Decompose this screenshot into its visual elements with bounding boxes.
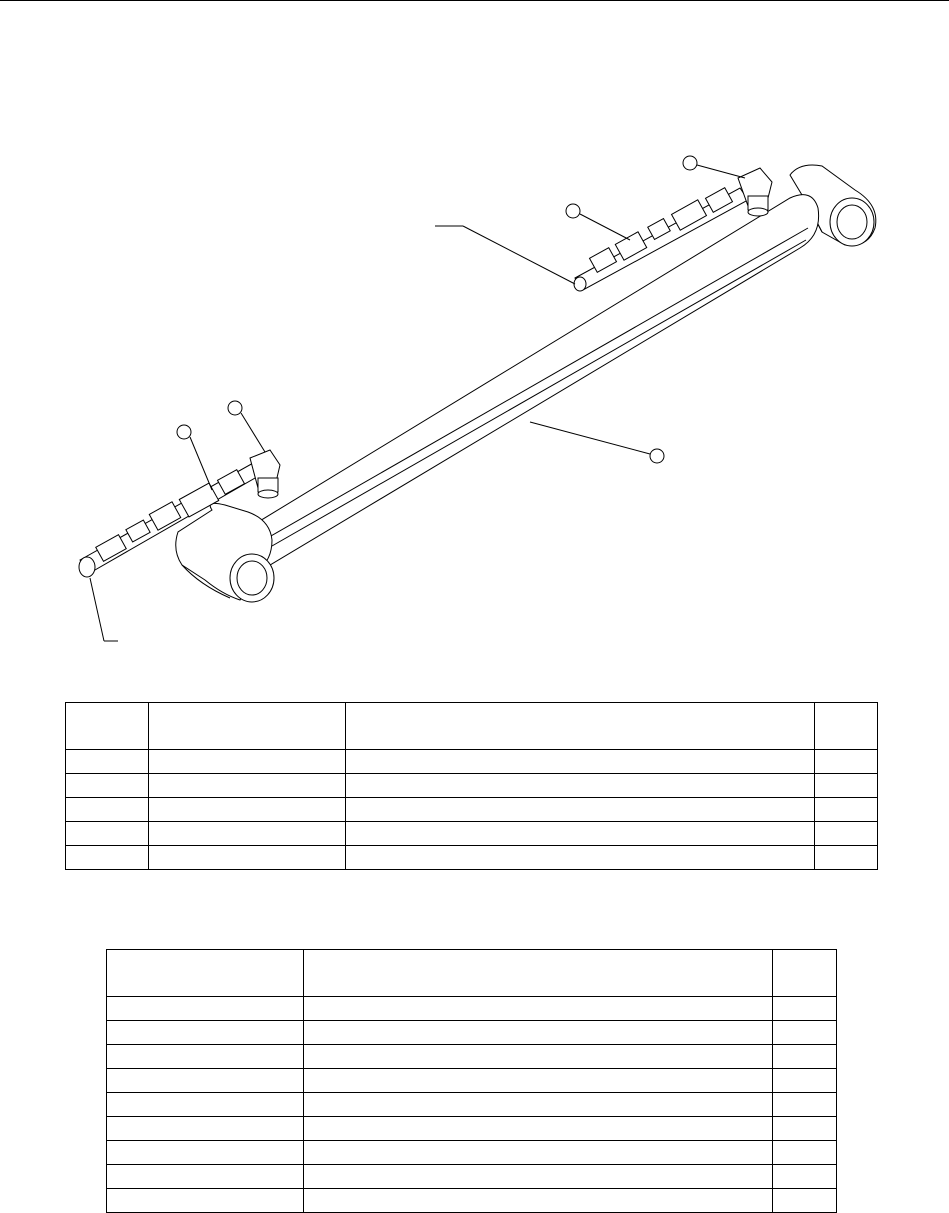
table-row <box>66 750 878 774</box>
table-row <box>107 997 837 1021</box>
table-header-row <box>107 950 837 997</box>
table-row <box>66 822 878 846</box>
table-row <box>107 1165 837 1189</box>
table-cell <box>303 1189 772 1213</box>
cylinder-barrel <box>245 195 819 568</box>
table-cell <box>345 750 814 774</box>
table-cell <box>107 997 304 1021</box>
table-cell <box>773 1189 837 1213</box>
table-cell <box>773 1117 837 1141</box>
header-cell <box>773 950 837 997</box>
table-cell <box>815 846 878 870</box>
base-end-clevis <box>176 503 274 602</box>
table-cell <box>773 1141 837 1165</box>
table-cell <box>107 1141 304 1165</box>
table-cell <box>815 774 878 798</box>
table-row <box>107 1093 837 1117</box>
parts-table-lower <box>106 949 837 1213</box>
table-cell <box>345 846 814 870</box>
table-cell <box>107 1069 304 1093</box>
table-cell <box>303 1141 772 1165</box>
header-cell <box>303 950 772 997</box>
table-row <box>107 1069 837 1093</box>
table-cell <box>66 750 149 774</box>
table-cell <box>66 822 149 846</box>
table-cell <box>773 1021 837 1045</box>
table-cell <box>815 798 878 822</box>
table-cell <box>303 1069 772 1093</box>
table-row <box>107 1117 837 1141</box>
header-cell <box>66 703 149 750</box>
table-cell <box>345 774 814 798</box>
table-cell <box>773 1093 837 1117</box>
table-row <box>107 1021 837 1045</box>
table-row <box>107 1141 837 1165</box>
table-cell <box>303 1093 772 1117</box>
table-cell <box>773 997 837 1021</box>
table-cell <box>345 798 814 822</box>
table-cell <box>148 846 345 870</box>
table-row <box>107 1045 837 1069</box>
table-cell <box>303 1117 772 1141</box>
table-row <box>66 846 878 870</box>
table-cell <box>107 1045 304 1069</box>
table-cell <box>303 997 772 1021</box>
table-cell <box>107 1117 304 1141</box>
table-cell <box>303 1045 772 1069</box>
table-cell <box>66 798 149 822</box>
table-cell <box>148 822 345 846</box>
table-cell <box>773 1165 837 1189</box>
table-cell <box>66 846 149 870</box>
header-cell <box>107 950 304 997</box>
table-row <box>66 774 878 798</box>
table-row <box>107 1189 837 1213</box>
table-cell <box>107 1189 304 1213</box>
table-cell <box>773 1069 837 1093</box>
parts-table-upper <box>65 702 878 870</box>
table-cell <box>148 750 345 774</box>
table-cell <box>148 798 345 822</box>
table-cell <box>303 1165 772 1189</box>
table-cell <box>815 822 878 846</box>
table-cell <box>303 1021 772 1045</box>
table-row <box>66 798 878 822</box>
header-cell <box>815 703 878 750</box>
table-cell <box>107 1165 304 1189</box>
table-cell <box>107 1021 304 1045</box>
table-cell <box>345 822 814 846</box>
table-cell <box>815 750 878 774</box>
table-cell <box>66 774 149 798</box>
header-cell <box>345 703 814 750</box>
header-cell <box>148 703 345 750</box>
table-header-row <box>66 703 878 750</box>
table-cell <box>773 1045 837 1069</box>
table-cell <box>148 774 345 798</box>
table-cell <box>107 1093 304 1117</box>
